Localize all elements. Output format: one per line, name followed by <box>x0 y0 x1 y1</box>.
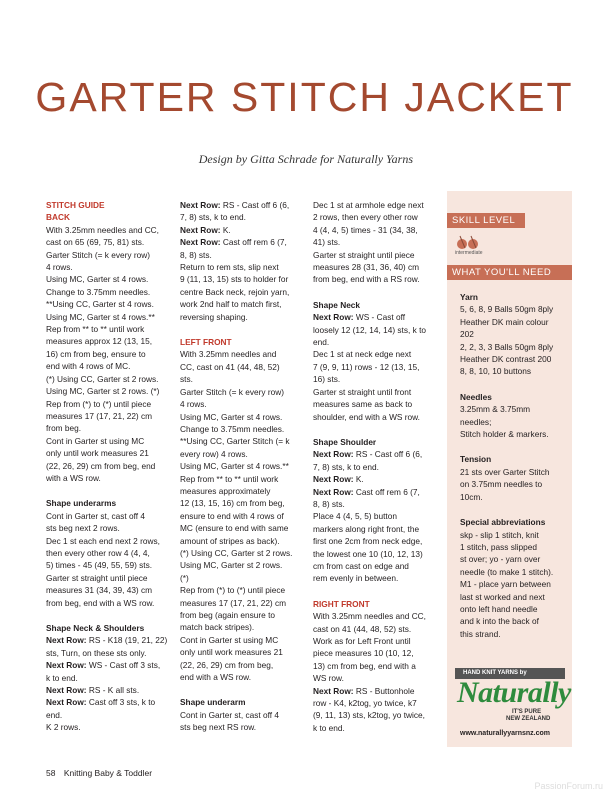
text-line: amount of stripes as back). <box>180 535 280 546</box>
text-line: cast on 65 (69, 75, 81) sts. <box>46 237 145 248</box>
text-line: Return to rem sts, slip next <box>180 262 279 273</box>
row-label: Next Row: <box>180 224 221 235</box>
text-line: onto left hand needle <box>460 603 538 614</box>
text-line: 8, 8) sts. <box>180 249 212 260</box>
text-line: only until work measures 21 <box>46 448 149 459</box>
text-line: end. <box>46 709 63 720</box>
text-line: centre Back neck, rejoin yarn, <box>180 286 290 297</box>
text-line: 4 rows. <box>180 399 207 410</box>
text-line: Rep from (*) to (*) until piece <box>180 585 286 596</box>
text-line: st over; yo - yarn over <box>460 554 541 565</box>
text-line: this strand. <box>460 628 501 639</box>
section-heading: LEFT FRONT <box>180 337 232 348</box>
text-line: and k into the back of <box>460 616 539 627</box>
website-url: www.naturallyyarnsnz.com <box>460 730 550 737</box>
text-line: Garter st straight until piece <box>313 249 415 260</box>
text-line: the lowest one 10 (10, 12, 13) <box>313 548 423 559</box>
row-label: Next Row: <box>46 685 87 696</box>
text-line: rem evenly in between. <box>313 573 399 584</box>
text-line: sts, Turn, on these sts only. <box>46 647 147 658</box>
text-line: with a WS row. <box>46 472 101 483</box>
spacer <box>180 323 308 336</box>
naturally-logo: Naturally <box>457 676 571 709</box>
text-line: Using MC, Garter st 2 rows. (*) <box>46 386 160 397</box>
text-line <box>313 448 441 460</box>
subsection-heading: Tension <box>460 454 492 465</box>
subsection-heading: Shape underarm <box>180 697 246 708</box>
text-line: Using MC, Garter st 2 rows. <box>180 560 283 571</box>
designer-credit: Design by Gitta Schrade for Naturally Yarns <box>198 152 413 166</box>
text-line <box>46 684 174 696</box>
logo-tagline-1: IT'S PURE <box>512 709 542 715</box>
logo-band: HAND KNIT YARNS by <box>455 668 565 679</box>
text-line: 4 rows. <box>46 262 73 273</box>
yarn-balls-icon <box>455 234 487 250</box>
logo-tagline-2: NEW ZEALAND <box>506 716 551 722</box>
subsection-heading: Shape Neck & Shoulders <box>46 623 145 633</box>
page-title: GARTER STITCH JACKET <box>35 74 574 120</box>
text-line: match back stripes). <box>180 622 255 633</box>
row-instruction: RS - Cast off 6 (6, <box>220 200 290 210</box>
text-line: only until work measures 21 <box>180 647 283 658</box>
text-line: cast on 41 (44, 48, 52) sts. <box>313 623 412 634</box>
text-line: shoulder, end with a WS row. <box>313 411 420 422</box>
text-line: Work as for Left Front until <box>313 636 411 646</box>
publication-name: Knitting Baby & Toddler <box>63 768 153 778</box>
text-line: then every other row 4 (4, 4, <box>46 547 150 558</box>
text-line: (22, 26, 29) cm from beg, <box>180 659 274 670</box>
text-line <box>313 685 441 697</box>
text-line: With 3.25mm needles and <box>180 349 277 360</box>
text-line: end with 4 rows of MC. <box>46 361 131 372</box>
section-heading: RIGHT FRONT <box>313 598 370 609</box>
row-instruction: Cast off rem 6 (7, <box>220 237 287 248</box>
text-line: (*) Using CC, Garter st 2 rows. <box>46 373 159 384</box>
row-label: Next Row: <box>180 200 221 210</box>
row-label: Next Row: <box>46 635 87 646</box>
text-line: work 2nd half to match first, <box>180 299 282 310</box>
text-line: (22, 26, 29) cm from beg, end <box>46 460 156 471</box>
spacer <box>313 585 441 598</box>
text-line: sts beg next RS row. <box>180 722 257 733</box>
row-label: Next Row: <box>313 312 354 323</box>
text-line: Using MC, Garter st 4 rows. <box>46 274 149 285</box>
row-instruction: Cast off rem 6 (7, <box>353 486 420 497</box>
text-line: Rep from ** to ** until work <box>180 473 279 484</box>
text-line <box>313 473 441 485</box>
column-3 <box>313 199 441 734</box>
text-line <box>313 486 441 498</box>
text-line: end with a WS row. <box>180 672 252 683</box>
text-line: needle (to make 1 stitch). <box>460 566 554 577</box>
row-label: Next Row: <box>313 685 354 696</box>
text-line: Using MC, Garter st 4 rows.** <box>46 311 155 322</box>
spacer <box>460 503 570 516</box>
text-line <box>180 199 308 211</box>
requirements-list <box>460 291 570 640</box>
row-label: Next Row: <box>313 486 354 497</box>
text-line: 7, 8) sts, k to end. <box>313 461 379 472</box>
text-line: from beg, end with a WS row. <box>46 597 155 608</box>
text-line: Garter Stitch (= k every row) <box>46 249 150 260</box>
subsection-heading: Yarn <box>460 292 478 302</box>
text-line: Dec 1 st each end next 2 rows, <box>46 535 160 546</box>
text-line <box>180 224 308 236</box>
row-instruction: K. <box>220 224 231 235</box>
text-line: 8, 8) sts. <box>313 498 345 509</box>
text-line: measures approx 12 (13, 15, <box>46 336 153 347</box>
text-line: Cont in Garter st using MC <box>46 435 145 446</box>
text-line: Dec 1 st at neck edge next <box>313 349 412 360</box>
text-line <box>46 634 174 646</box>
text-line: sts beg next 2 rows. <box>46 523 120 534</box>
text-line: loosely 12 (12, 14, 14) sts, k to <box>313 324 426 335</box>
text-line: **Using CC, Garter Stitch (= k <box>180 436 290 447</box>
text-line: needles; <box>460 416 492 427</box>
text-line: 4 (4, 4, 5) times - 31 (34, 38, <box>313 224 418 235</box>
page-footer <box>46 768 152 778</box>
text-line: Change to 3.75mm needles. <box>46 286 151 297</box>
text-line: Using MC, Garter st 4 rows. <box>180 411 283 422</box>
spacer <box>313 286 441 299</box>
text-line: measures approximately <box>180 485 271 496</box>
text-line: K 2 rows. <box>46 722 81 733</box>
section-heading: STITCH GUIDE <box>46 200 105 210</box>
text-line: 7 (9, 9, 11) rows - 12 (13, 15, <box>313 361 420 372</box>
text-line: markers along right front, the <box>313 523 420 534</box>
watermark: PassionForum.ru <box>534 781 603 791</box>
text-line: (*) <box>180 572 189 583</box>
text-line: Heather DK contrast 200 <box>460 354 552 365</box>
text-line: end. <box>313 337 330 348</box>
text-line: k to end. <box>313 722 345 733</box>
subsection-heading: Shape Shoulder <box>313 436 377 447</box>
text-line: **Using CC, Garter st 4 rows. <box>46 299 154 310</box>
page-number: 58 <box>46 768 56 778</box>
text-line: 16) sts. <box>313 374 341 385</box>
subsection-heading: Special abbreviations <box>460 517 546 528</box>
text-line: Garter st straight until piece <box>46 572 148 583</box>
text-line: measures 31 (34, 39, 43) cm <box>46 585 153 596</box>
text-line: k to end. <box>46 672 78 683</box>
text-line: 21 sts over Garter Stitch <box>460 466 550 477</box>
text-line: 3.25mm & 3.75mm <box>460 404 531 415</box>
text-line: 41) sts. <box>313 237 341 248</box>
row-instruction: RS - Buttonhole <box>353 685 415 696</box>
text-line: Place 4 (4, 5, 5) button <box>313 511 397 522</box>
text-line: first one 2cm from neck edge, <box>313 536 423 547</box>
subsection-heading: Needles <box>460 391 492 402</box>
text-line: Change to 3.75mm needles. <box>180 423 285 434</box>
text-line: 5, 6, 8, 9 Balls 50gm 8ply <box>460 304 554 315</box>
text-line: (*) Using CC, Garter st 2 rows. <box>180 547 293 558</box>
text-line: Heather DK main colour <box>460 316 549 327</box>
column-1 <box>46 199 174 734</box>
text-line: 9 (11, 13, 15) sts to holder for <box>180 274 289 285</box>
row-instruction: RS - K all sts. <box>86 685 140 696</box>
text-line: Stitch holder & markers. <box>460 429 549 440</box>
text-line: 1 stitch, pass slipped <box>460 541 538 552</box>
text-line: 10cm. <box>460 491 483 502</box>
text-line <box>313 311 441 323</box>
text-line: measures 28 (31, 36, 40) cm <box>313 262 420 273</box>
text-line: from beg (again ensure to <box>180 610 276 620</box>
text-line: Rep from (*) to (*) until piece <box>46 398 152 409</box>
row-label: Next Row: <box>313 449 354 460</box>
text-line: ensure to end with 4 rows of <box>180 510 284 521</box>
text-line: 16) cm from beg, ensure to <box>46 348 146 359</box>
text-line: Dec 1 st at armhole edge next <box>313 200 424 210</box>
text-line <box>46 696 174 708</box>
row-instruction: RS - Cast off 6 (6, <box>353 449 423 460</box>
text-line: 8, 8, 10, 10 buttons <box>460 366 532 377</box>
row-instruction: WS - Cast off <box>353 312 406 323</box>
text-line: CC, cast on 41 (44, 48, 52) <box>180 361 280 372</box>
text-line: every row) 4 rows. <box>180 448 248 459</box>
spacer <box>46 484 174 497</box>
text-line: from beg. <box>46 423 82 434</box>
text-line: piece measures 10 (10, 12, <box>313 648 414 659</box>
text-line: cm from cast on edge and <box>313 560 409 571</box>
text-line: from beg, end with a RS row. <box>313 274 420 285</box>
row-label: Next Row: <box>46 697 87 708</box>
text-line: row - K4, k2tog, yo twice, k7 <box>313 698 417 709</box>
row-label: Next Row: <box>313 474 354 485</box>
spacer <box>46 609 174 622</box>
text-line: With 3.25mm needles and CC, <box>46 224 159 235</box>
text-line: measures same as back to <box>313 399 413 410</box>
text-line: With 3.25mm needles and CC, <box>313 611 426 622</box>
spacer <box>180 683 308 696</box>
text-line: 5) times - 45 (49, 55, 59) sts. <box>46 560 153 571</box>
row-instruction: WS - Cast off 3 sts, <box>86 660 161 671</box>
text-line: M1 - place yarn between <box>460 579 551 590</box>
text-line: 202 <box>460 329 474 340</box>
text-line: 2, 2, 3, 3 Balls 50gm 8ply <box>460 341 554 352</box>
subsection-heading: Shape Neck <box>313 299 361 310</box>
text-line: WS row. <box>313 673 344 684</box>
what-you-need-heading: WHAT YOU'LL NEED <box>447 265 572 280</box>
skill-level-heading: SKILL LEVEL <box>447 213 525 228</box>
text-line: sts. <box>180 374 193 385</box>
spacer <box>460 378 570 391</box>
text-line: 7, 8) sts, k to end. <box>180 212 246 223</box>
text-line: last st worked and next <box>460 591 545 602</box>
text-line: Cont in Garter st, cast off 4 <box>180 709 279 720</box>
text-line: measures 17 (17, 21, 22) cm <box>180 597 287 608</box>
text-line: 2 rows, then every other row <box>313 212 418 223</box>
text-line: reversing shaping. <box>180 311 248 322</box>
text-line: Using MC, Garter st 4 rows.** <box>180 461 289 472</box>
text-line: MC (ensure to end with same <box>180 523 289 534</box>
subsection-heading: Shape underarms <box>46 498 117 509</box>
skill-level-value: intermediate <box>455 250 483 256</box>
row-label: Next Row: <box>180 237 221 248</box>
section-heading: BACK <box>46 212 70 223</box>
spacer <box>313 423 441 436</box>
text-line: Rep from ** to ** until work <box>46 324 145 335</box>
text-line: Garter st straight until front <box>313 386 412 397</box>
text-line: 12 (13, 15, 16) cm from beg, <box>180 498 285 509</box>
text-line: 13) cm from beg, end with a <box>313 660 416 671</box>
row-label: Next Row: <box>46 660 87 671</box>
text-line: on 3.75mm needles to <box>460 479 543 490</box>
text-line: Garter Stitch (= k every row) <box>180 386 284 397</box>
text-line: Cont in Garter st using MC <box>180 634 279 645</box>
row-instruction: K. <box>353 474 364 485</box>
text-line <box>180 236 308 248</box>
row-instruction: Cast off 3 sts, k to <box>86 697 156 708</box>
row-instruction: RS - K18 (19, 21, 22) <box>86 635 168 646</box>
text-line: Cont in Garter st, cast off 4 <box>46 510 145 521</box>
text-line: (9, 11, 13) sts, k2tog, yo twice, <box>313 710 425 721</box>
text-line: measures 17 (17, 21, 22) cm <box>46 410 153 421</box>
text-line: skp - slip 1 stitch, knit <box>460 529 539 540</box>
text-line <box>46 659 174 671</box>
spacer <box>460 440 570 453</box>
column-2 <box>180 199 308 734</box>
